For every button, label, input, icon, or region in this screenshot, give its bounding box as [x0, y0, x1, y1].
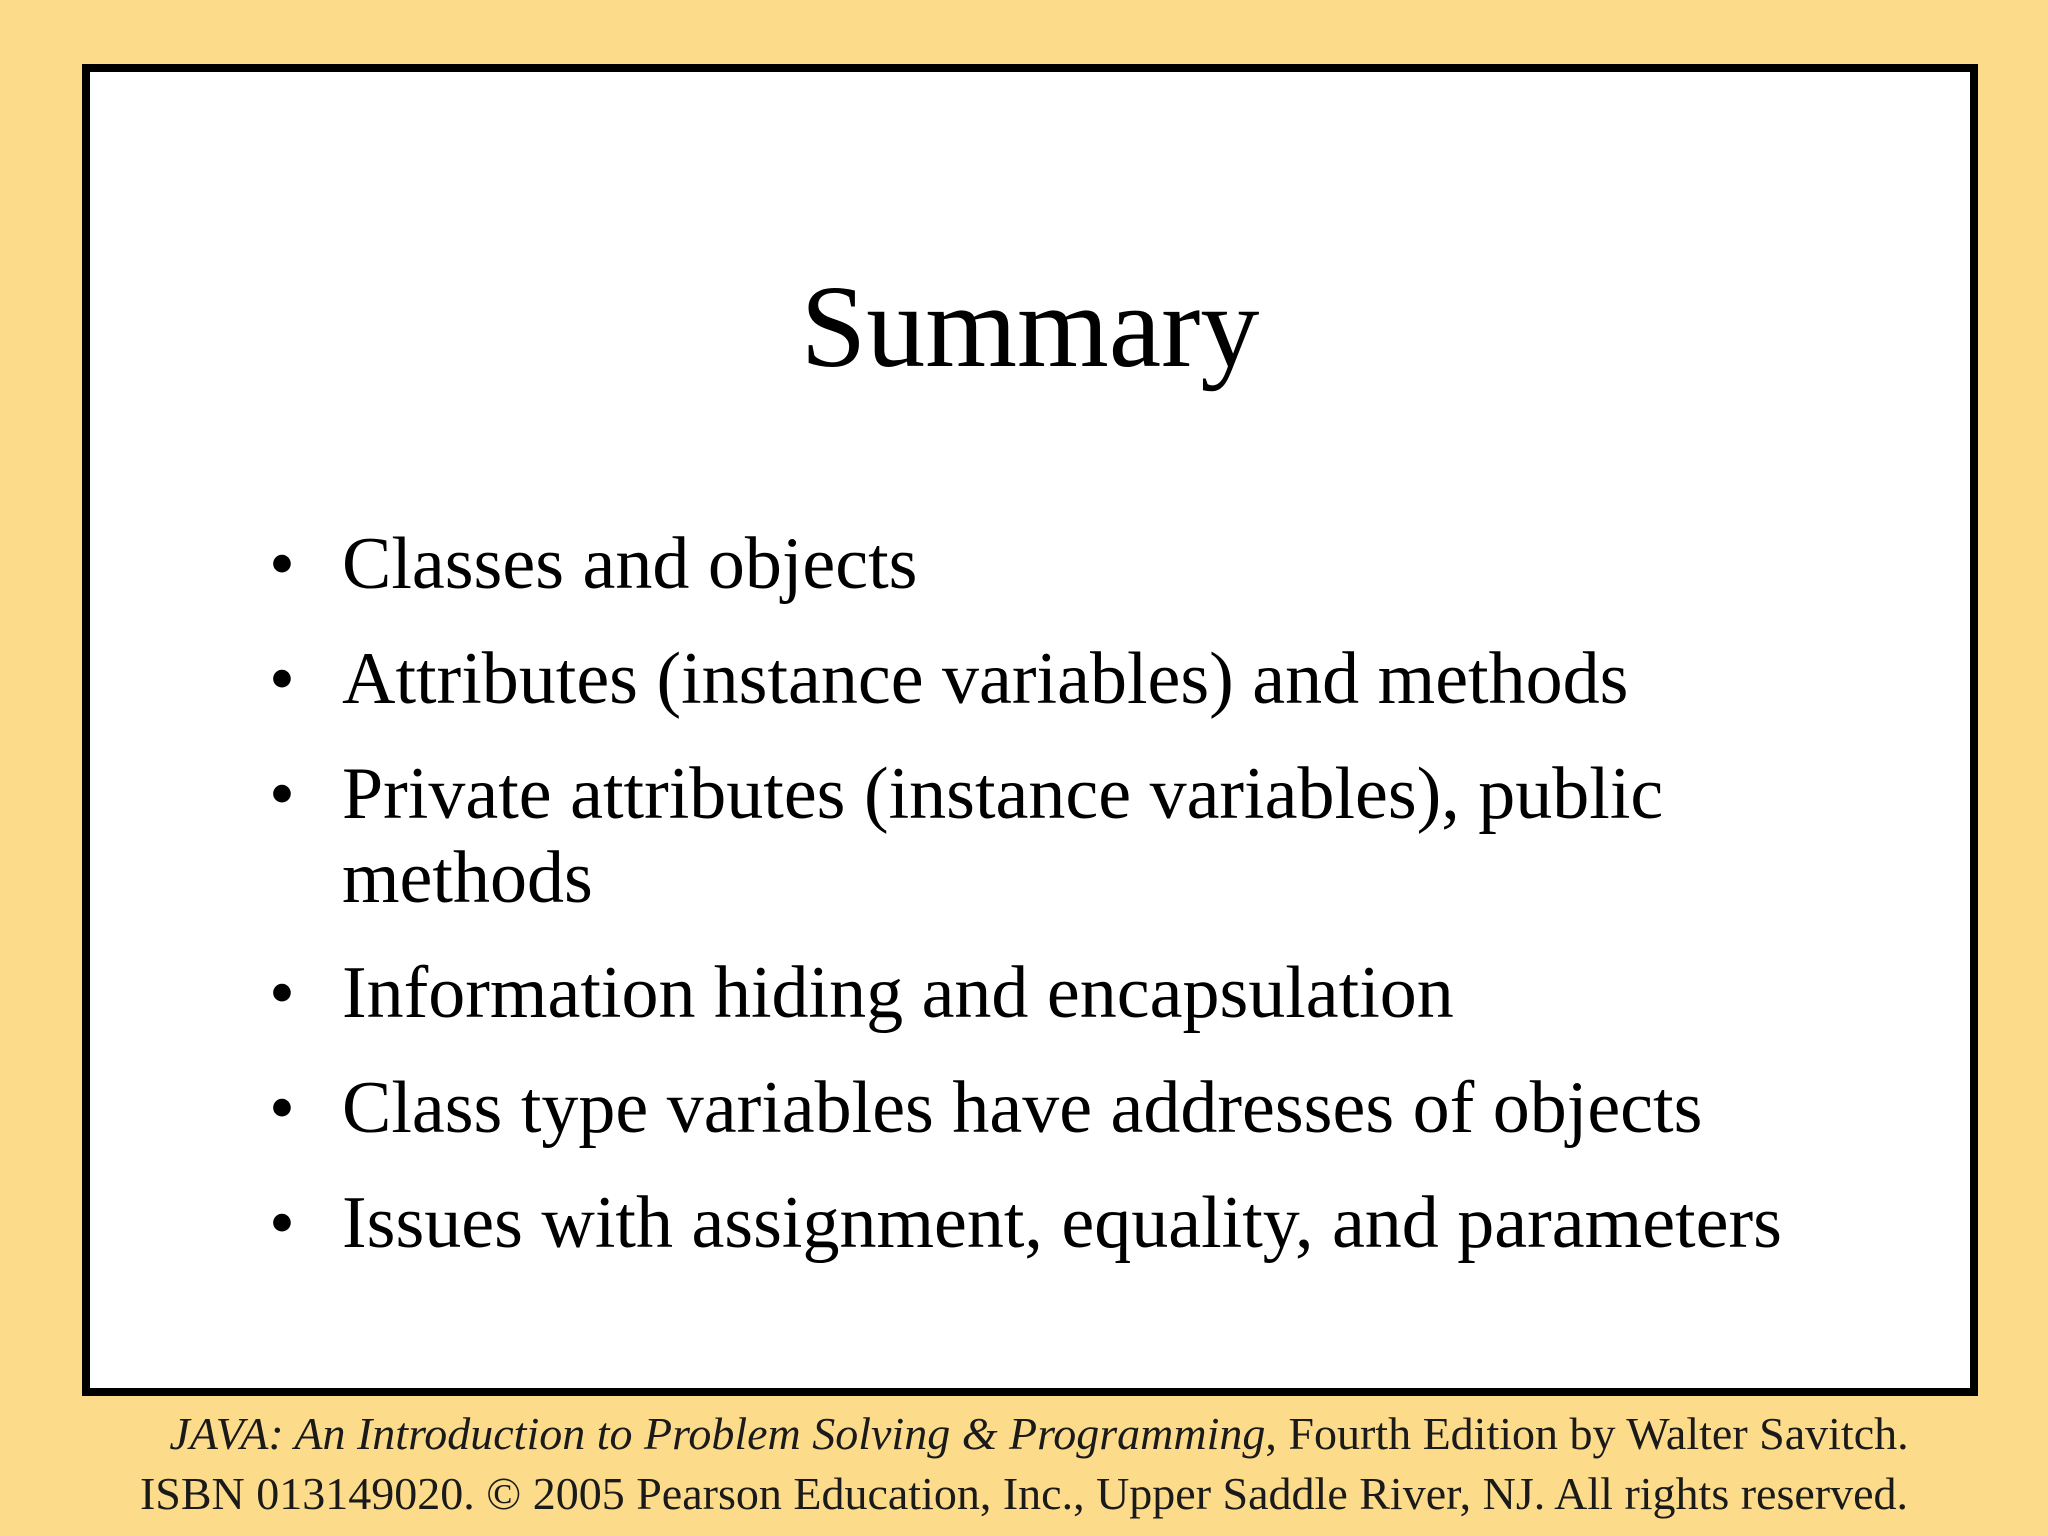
bullet-icon: • — [269, 638, 295, 720]
bullet-item — [259, 951, 1879, 1035]
bullet-list — [259, 522, 1879, 1296]
footer-book-line — [0, 1404, 2048, 1464]
bullet-text: Information hiding and encapsulation — [342, 952, 1454, 1034]
bullet-icon: • — [269, 1182, 295, 1264]
bullet-text: Private attributes (instance variables), public methods — [342, 753, 1664, 919]
bullet-icon: • — [269, 753, 295, 835]
bullet-icon: • — [269, 523, 295, 605]
bullet-text: Attributes (instance variables) and methods — [342, 638, 1629, 720]
bullet-item — [259, 752, 1879, 920]
slide-panel — [82, 64, 1978, 1396]
bullet-text: Issues with assignment, equality, and parameters — [342, 1182, 1782, 1264]
book-title: JAVA: An Introduction to Problem Solving & Programming — [169, 1408, 1266, 1459]
bullet-text: Class type variables have addresses of objects — [342, 1067, 1703, 1149]
bullet-icon: • — [269, 952, 295, 1034]
bullet-item — [259, 637, 1879, 721]
slide-title: Summary — [800, 261, 1260, 392]
bullet-icon: • — [269, 1067, 295, 1149]
footer-copyright: ISBN 013149020. © 2005 Pearson Education, Inc., Upper Saddle River, NJ. All rights reserved. — [139, 1468, 1909, 1519]
bullet-item — [259, 522, 1879, 606]
footer-citation — [0, 1404, 2048, 1524]
edition-text: , Fourth Edition by Walter Savitch. — [1265, 1408, 1909, 1459]
bullet-text: Classes and objects — [342, 523, 918, 605]
bullet-item — [259, 1181, 1879, 1265]
bullet-item — [259, 1066, 1879, 1150]
